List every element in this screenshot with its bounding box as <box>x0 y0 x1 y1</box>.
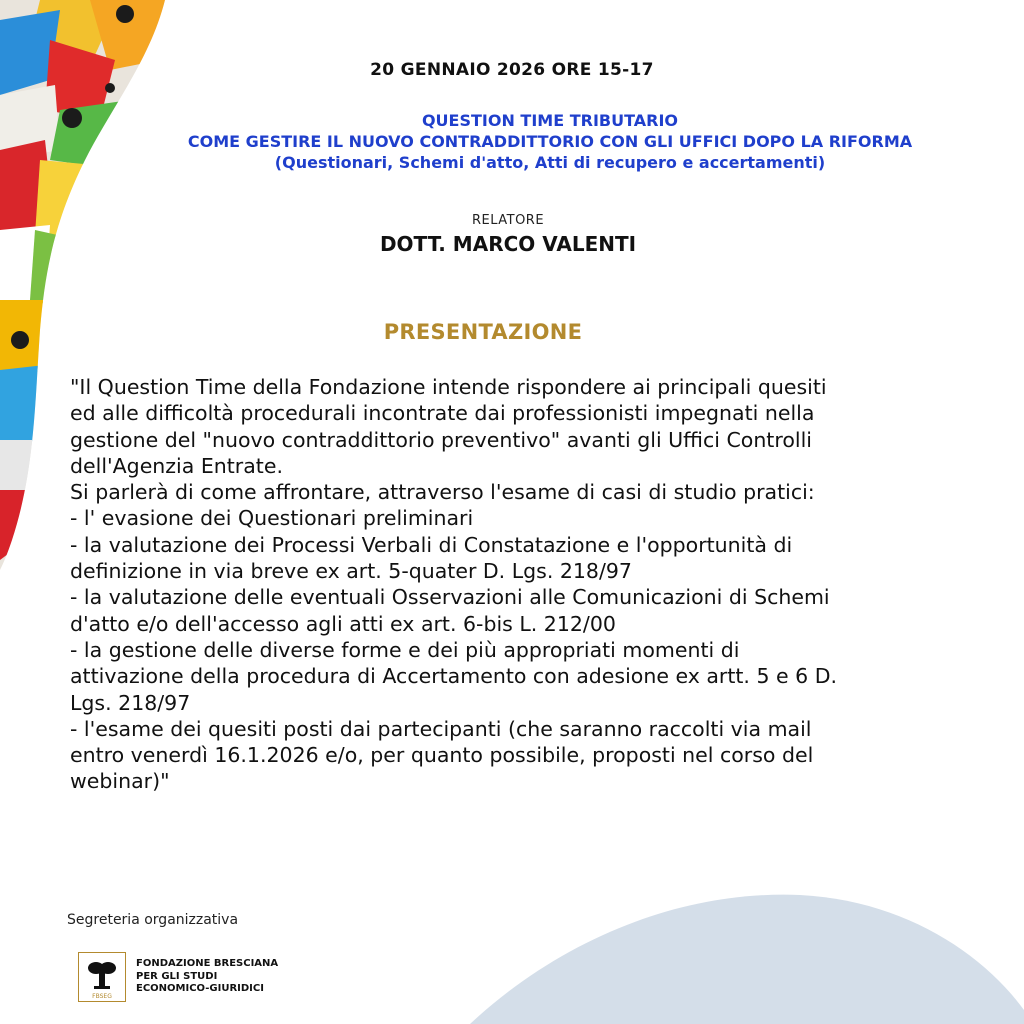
event-date-time: 20 GENNAIO 2026 ORE 15-17 <box>370 60 654 80</box>
foundation-logo-emblem-icon <box>79 953 125 1001</box>
presentation-line: - la valutazione delle eventuali Osservazioni alle Comunicazioni di Schemi <box>70 585 830 610</box>
presentation-line: attivazione della procedura di Accertamento con adesione ex artt. 5 e 6 D. <box>70 664 838 689</box>
event-title: QUESTION TIME TRIBUTARIO <box>421 111 679 130</box>
speaker-name: DOTT. MARCO VALENTI <box>379 232 637 256</box>
presentation-line: Lgs. 218/97 <box>70 690 191 715</box>
presentation-line: gestione del "nuovo contraddittorio preventivo" avanti gli Uffici Controlli <box>70 427 812 452</box>
presentation-line: d'atto e/o dell'accesso agli atti ex art. 6-bis L. 212/00 <box>70 611 616 636</box>
presentation-line: "Il Question Time della Fondazione intende rispondere ai principali quesiti <box>70 375 827 399</box>
presentation-line: dell'Agenzia Entrate. <box>70 453 283 478</box>
speaker-label: RELATORE <box>471 213 545 228</box>
presentation-line: ed alle difficoltà procedurali incontrate dai professionisti impegnati nella <box>70 401 815 426</box>
event-title-block <box>100 110 1000 173</box>
event-topics: (Questionari, Schemi d'atto, Atti di recupero e accertamenti) <box>274 153 826 172</box>
presentation-line: - la valutazione dei Processi Verbali di Constatazione e l'opportunità di <box>70 532 793 557</box>
presentation-line: definizione in via breve ex art. 5-quater D. Lgs. 218/97 <box>70 559 632 584</box>
foundation-name-line: ECONOMICO-GIURIDICI <box>136 983 264 994</box>
secretariat-label: Segreteria organizzativa <box>67 912 239 928</box>
presentation-line: - l'esame dei quesiti posti dai partecipanti (che saranno raccolti via mail <box>70 716 812 741</box>
presentation-line: - l' evasione dei Questionari preliminari <box>70 506 474 531</box>
foundation-name <box>136 958 278 996</box>
foundation-name-line: FONDAZIONE BRESCIANA <box>136 958 279 969</box>
presentation-line: entro venerdì 16.1.2026 e/o, per quanto possibile, proposti nel corso del <box>70 743 814 768</box>
presentation-line: Si parlerà di come affrontare, attraverso l'esame di casi di studio pratici: <box>70 480 815 505</box>
event-subtitle: COME GESTIRE IL NUOVO CONTRADDITTORIO CON GLI UFFICI DOPO LA RIFORMA <box>187 132 913 151</box>
presentation-body <box>70 374 975 795</box>
foundation-name-line: PER GLI STUDI <box>136 970 218 982</box>
presentation-heading: PRESENTAZIONE <box>383 320 583 344</box>
foundation-logo <box>78 952 126 1002</box>
presentation-line: - la gestione delle diverse forme e dei più appropriati momenti di <box>70 637 740 662</box>
logo-letters: FBSEG <box>92 993 112 1000</box>
presentation-line: webinar)" <box>70 769 170 794</box>
